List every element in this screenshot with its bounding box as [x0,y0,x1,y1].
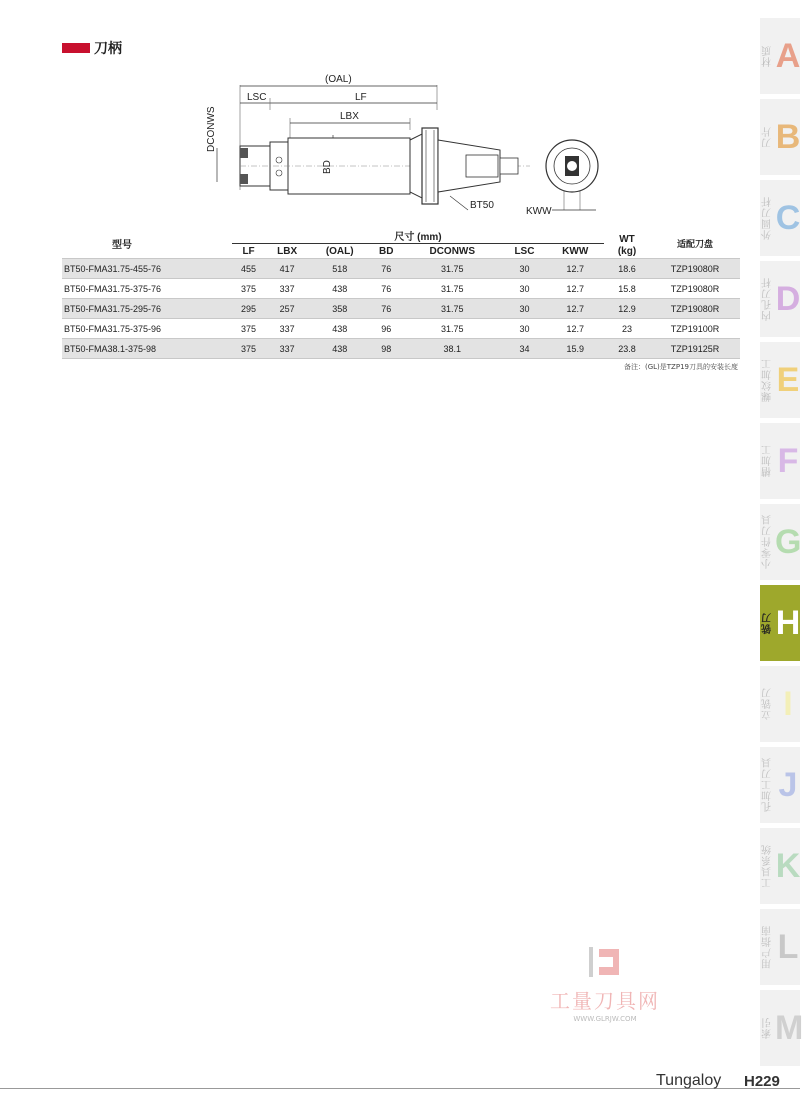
page-number: H229 [744,1073,780,1090]
cell-lsc: 30 [502,319,546,339]
cell-dconws: 31.75 [402,319,502,339]
tab-l[interactable] [760,909,800,985]
tab-letter: L [777,928,799,966]
tab-label: 小零件刀具 [762,514,774,570]
tab-letter: D [775,280,801,318]
section-marker [62,43,90,53]
cell-wt: 12.9 [604,299,650,319]
cell-lf: 375 [232,279,265,299]
tab-m[interactable] [760,990,803,1066]
cell-model: BT50-FMA31.75-455-76 [62,259,232,279]
tab-label: 铣刀 [762,612,774,634]
tab-letter: E [776,361,800,399]
cell-insert: TZP19125R [650,339,740,359]
section-title: 刀柄 [94,41,122,57]
cell-oal: 518 [309,259,370,279]
tab-letter: H [775,604,801,642]
header-kww: KWW [546,244,604,259]
spec-table [62,228,740,359]
cell-kww: 12.7 [546,259,604,279]
tab-letter: I [783,685,793,723]
section-header [62,38,122,58]
header-lbx: LBX [265,244,309,259]
tab-label: 索引 [762,1017,774,1039]
header-lsc: LSC [502,244,546,259]
watermark-url: WWW.GLRJW.COM [573,1015,637,1023]
header-dimension-group: 尺寸 (mm) [394,232,442,243]
header-dconws: DCONWS [402,244,502,259]
tab-i[interactable] [760,666,800,742]
cell-dconws: 38.1 [402,339,502,359]
tab-letter: G [775,523,802,561]
tab-label: 立铣刀 [762,687,774,721]
cell-model: BT50-FMA31.75-375-76 [62,279,232,299]
table-row [62,339,740,359]
cell-oal: 438 [309,279,370,299]
header-wt-line1: WT [619,234,635,245]
cell-lsc: 30 [502,299,546,319]
cell-model: BT50-FMA31.75-375-96 [62,319,232,339]
header-oal: (OAL) [309,244,370,259]
label-lf: LF [355,92,367,103]
footer-brand: Tungaloy [656,1072,722,1089]
tab-k[interactable] [760,828,800,904]
cell-lsc: 30 [502,259,546,279]
cell-lbx: 257 [265,299,309,319]
cell-oal: 438 [309,319,370,339]
label-bt50: BT50 [470,200,494,211]
table-row [62,299,740,319]
cell-lf: 295 [232,299,265,319]
cell-wt: 23.8 [604,339,650,359]
tab-h[interactable] [760,585,800,661]
cell-lf: 375 [232,319,265,339]
tab-label: 材质 [762,45,774,67]
watermark-logo-icon [585,945,625,979]
cell-bd: 76 [370,299,402,319]
cell-lsc: 30 [502,279,546,299]
cell-bd: 76 [370,279,402,299]
cell-oal: 438 [309,339,370,359]
cell-lsc: 34 [502,339,546,359]
cell-bd: 98 [370,339,402,359]
header-model: 型号 [112,239,132,251]
cell-kww: 12.7 [546,299,604,319]
tab-e[interactable] [760,342,800,418]
tab-letter: B [775,118,801,156]
table-row [62,319,740,339]
header-insert: 适配刀盘 [676,238,713,249]
cell-lf: 375 [232,339,265,359]
cell-dconws: 31.75 [402,259,502,279]
cell-lf: 455 [232,259,265,279]
header-wt-line2: (kg) [617,246,637,257]
tab-letter: A [775,37,801,75]
table-row [62,279,740,299]
header-bd: BD [370,244,402,259]
header-wt [604,228,650,259]
tab-d[interactable] [760,261,800,337]
tab-label: 槽加工 [762,444,774,478]
tab-f[interactable] [760,423,800,499]
tab-g[interactable] [760,504,800,580]
label-lbx: LBX [340,111,359,122]
cell-wt: 15.8 [604,279,650,299]
tab-label: 外圆刀杆 [762,196,774,240]
tab-label: 孔加工刀具 [762,757,774,813]
cell-wt: 23 [604,319,650,339]
header-lf: LF [232,244,265,259]
tab-b[interactable] [760,99,800,175]
tab-label: 用户指南 [762,925,774,969]
tab-j[interactable] [760,747,800,823]
cell-lbx: 337 [265,279,309,299]
cell-insert: TZP19080R [650,259,740,279]
tab-c[interactable] [760,180,800,256]
cell-insert: TZP19080R [650,299,740,319]
cell-kww: 15.9 [546,339,604,359]
label-bd: BD [322,160,333,174]
table-note: 备注：(GL)是TZP19刀具的安装长度 [624,363,738,371]
cell-insert: TZP19080R [650,279,740,299]
watermark [535,945,675,1023]
cell-model: BT50-FMA38.1-375-98 [62,339,232,359]
cell-model: BT50-FMA31.75-295-76 [62,299,232,319]
tab-label: 工具系统 [762,844,774,888]
tab-letter: M [775,1009,803,1047]
tab-letter: C [775,199,801,237]
table-row [62,259,740,279]
label-lsc: LSC [247,92,267,103]
tab-label: 刀片 [762,126,774,148]
cell-insert: TZP19100R [650,319,740,339]
cell-oal: 358 [309,299,370,319]
toolholder-drawing [200,70,620,230]
cell-bd: 76 [370,259,402,279]
tab-letter: K [775,847,801,885]
tab-a[interactable] [760,18,800,94]
cell-dconws: 31.75 [402,279,502,299]
cell-lbx: 337 [265,319,309,339]
tab-label: 内孔刀杆 [762,277,774,321]
tab-label: 螺纹加工 [762,358,774,402]
cell-wt: 18.6 [604,259,650,279]
cell-lbx: 337 [265,339,309,359]
cell-dconws: 31.75 [402,299,502,319]
cell-kww: 12.7 [546,319,604,339]
label-kww: KWW [526,206,552,217]
cell-kww: 12.7 [546,279,604,299]
cell-lbx: 417 [265,259,309,279]
label-dconws: DCONWS [206,106,217,152]
label-oal: (OAL) [325,74,352,85]
watermark-name: 工量刀具网 [550,989,660,1013]
tab-letter: F [777,442,799,480]
tab-letter: J [778,766,798,804]
cell-bd: 96 [370,319,402,339]
